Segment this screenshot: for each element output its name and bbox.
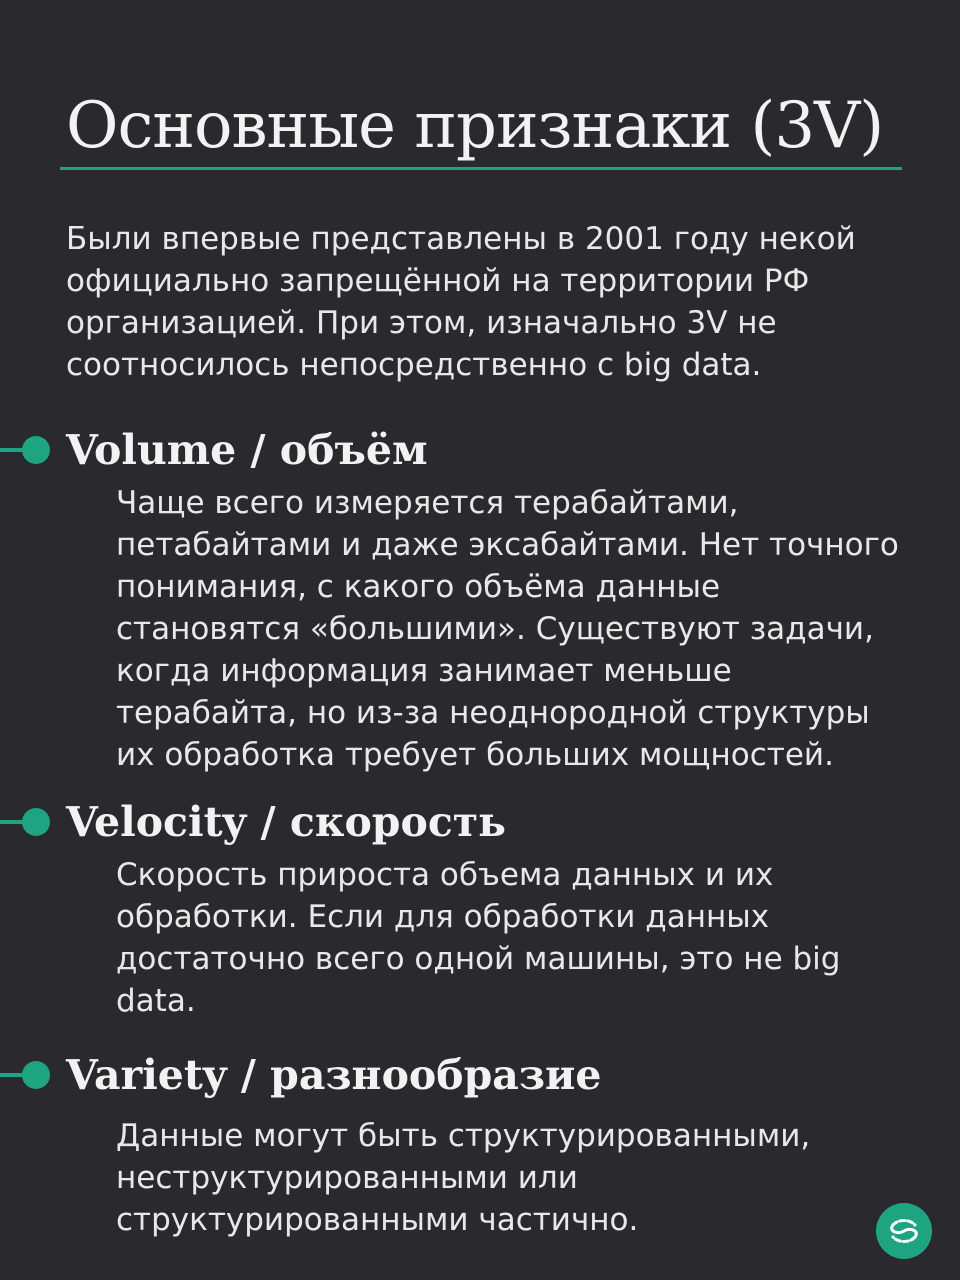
section-heading-volume [0,422,960,478]
bullet-dot-icon [22,1061,50,1089]
infinity-loop-icon [876,1203,932,1259]
page-title: Основные признаки (3V) [66,89,884,163]
section-heading-variety [0,1047,960,1103]
section-title-velocity: Velocity / скорость [66,798,507,846]
bullet-dot-icon [22,436,50,464]
section-title-variety: Variety / разнообразие [66,1051,602,1099]
bullet-dot-icon [22,808,50,836]
section-heading-velocity [0,794,960,850]
section-title-volume: Volume / объём [66,426,428,474]
title-underline [60,167,902,170]
section-body-variety: Данные могут быть структурированными, неструктурированными или структурированными частично. [116,1118,811,1238]
intro-paragraph: Были впервые представлены в 2001 году некой официально запрещённой на территории РФ организацией. При этом, изначально 3V не соотносилось непосредственно с big data. [66,221,856,383]
section-body-volume: Чаще всего измеряется терабайтами, петабайтами и даже эксабайтами. Нет точного понимания, с какого объёма данные становятся «большими». Существуют задачи, когда информация занимает меньше терабайта, но из-за неоднородной структуры их обработка требует больших мощностей. [116,485,899,773]
section-body-velocity: Скорость прироста объема данных и их обработки. Если для обработки данных достаточно всего одной машины, это не big data. [116,857,841,1019]
